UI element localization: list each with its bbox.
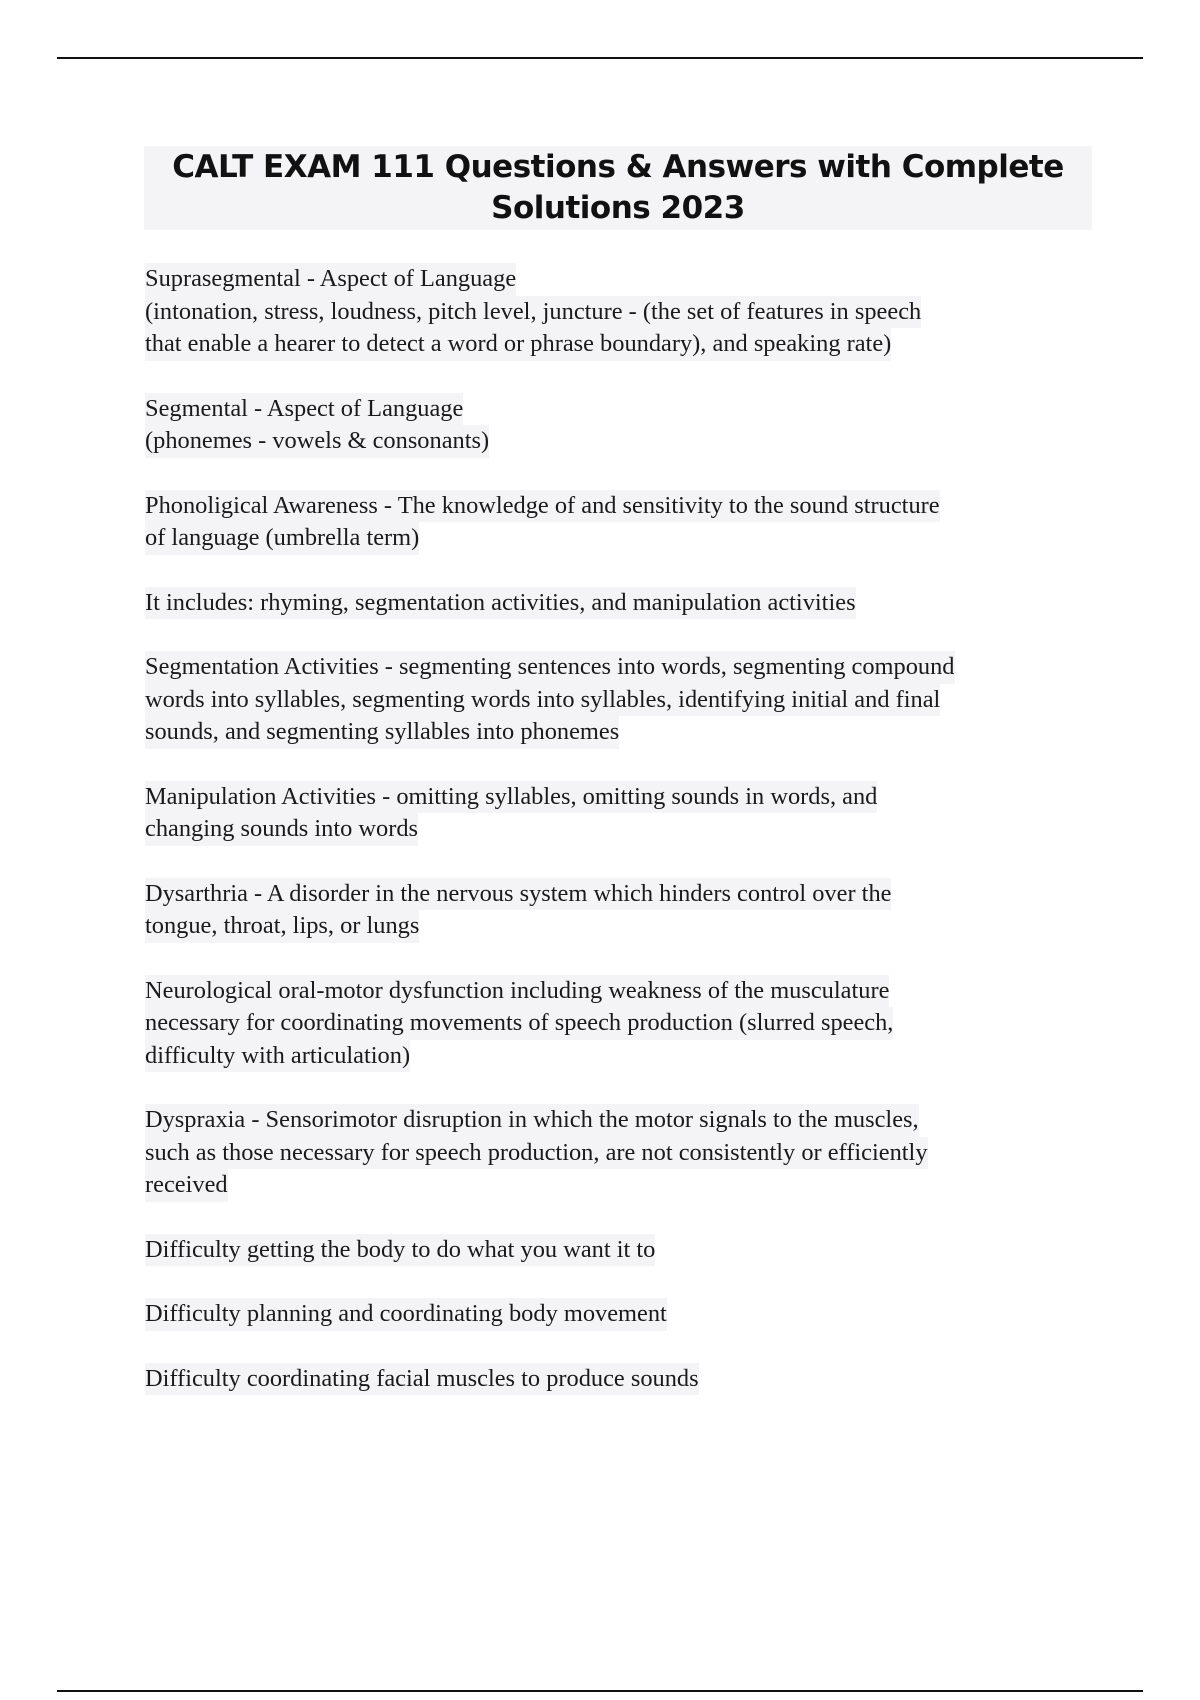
title-line: Solutions 2023 <box>491 190 745 226</box>
text-line: Difficulty planning and coordinating body movement <box>145 1298 667 1331</box>
text-line: received <box>145 1169 228 1202</box>
text-line: Difficulty getting the body to do what you want it to <box>145 1234 655 1267</box>
text-line: changing sounds into words <box>145 813 418 846</box>
text-line: Phonoligical Awareness - The knowledge of and sensitivity to the sound structure <box>145 490 940 523</box>
paragraph-includes <box>145 587 1105 620</box>
text-line: Manipulation Activities - omitting syllables, omitting sounds in words, and <box>145 781 877 814</box>
paragraph-neurological <box>145 975 1105 1073</box>
bottom-rule <box>57 1690 1143 1692</box>
paragraph-suprasegmental <box>145 263 1105 361</box>
paragraph-segmental <box>145 393 1105 458</box>
text-line: Suprasegmental - Aspect of Language <box>145 263 516 296</box>
text-line: Segmental - Aspect of Language <box>145 393 463 426</box>
text-line: (intonation, stress, loudness, pitch level, juncture - (the set of features in speech <box>145 296 921 329</box>
paragraph-manipulation-activities <box>145 781 1105 846</box>
text-line: of language (umbrella term) <box>145 522 419 555</box>
paragraph-segmentation-activities <box>145 651 1105 749</box>
text-line: sounds, and segmenting syllables into phonemes <box>145 716 619 749</box>
text-line: difficulty with articulation) <box>145 1040 410 1073</box>
text-line: tongue, throat, lips, or lungs <box>145 910 419 943</box>
text-line: necessary for coordinating movements of speech production (slurred speech, <box>145 1007 893 1040</box>
paragraph-difficulty-body <box>145 1234 1105 1267</box>
document-body <box>145 263 1105 1427</box>
text-line: Segmentation Activities - segmenting sentences into words, segmenting compound <box>145 651 955 684</box>
text-line: that enable a hearer to detect a word or phrase boundary), and speaking rate) <box>145 328 891 361</box>
paragraph-dysarthria <box>145 878 1105 943</box>
text-line: It includes: rhyming, segmentation activities, and manipulation activities <box>145 587 856 620</box>
document-title <box>144 146 1092 230</box>
text-line: words into syllables, segmenting words into syllables, identifying initial and final <box>145 684 940 717</box>
top-rule <box>57 57 1143 59</box>
text-line: Difficulty coordinating facial muscles to produce sounds <box>145 1363 699 1396</box>
text-line: Dysarthria - A disorder in the nervous system which hinders control over the <box>145 878 891 911</box>
text-line: Dyspraxia - Sensorimotor disruption in which the motor signals to the muscles, <box>145 1104 919 1137</box>
text-line: Neurological oral-motor dysfunction including weakness of the musculature <box>145 975 889 1008</box>
paragraph-phonological-awareness <box>145 490 1105 555</box>
text-line: such as those necessary for speech production, are not consistently or efficiently <box>145 1137 928 1170</box>
paragraph-dyspraxia <box>145 1104 1105 1202</box>
paragraph-difficulty-facial <box>145 1363 1105 1396</box>
text-line: (phonemes - vowels & consonants) <box>145 425 489 458</box>
title-line: CALT EXAM 111 Questions & Answers with Complete <box>172 149 1064 185</box>
paragraph-difficulty-planning <box>145 1298 1105 1331</box>
